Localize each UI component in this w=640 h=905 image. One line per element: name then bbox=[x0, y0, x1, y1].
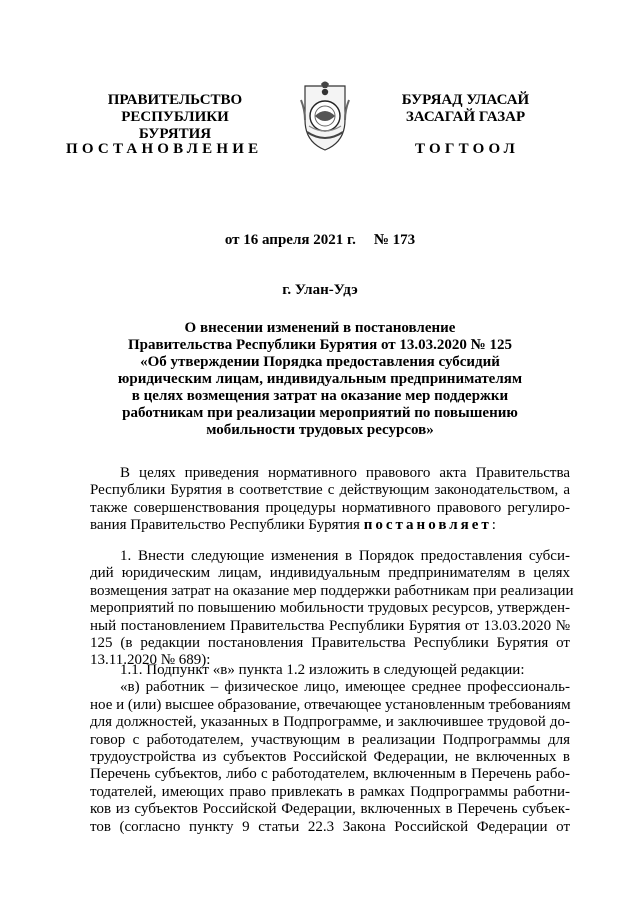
header-left-line: ПРАВИТЕЛЬСТВО bbox=[107, 92, 243, 108]
item-1-paragraph bbox=[90, 548, 574, 670]
text-line: Перечень субъектов, либо с работодателем, включенным в Перечень рабо- bbox=[90, 766, 570, 783]
text-line: ный постановлением Правительства Республики Бурятия от 13.03.2020 № bbox=[90, 617, 570, 634]
title-line: работникам при реализации мероприятий по повышению bbox=[122, 405, 518, 421]
doc-title bbox=[0, 320, 640, 439]
title-line: юридическим лицам, индивидуальным предпринимателям bbox=[117, 371, 523, 387]
doc-number: № 173 bbox=[373, 232, 416, 248]
text-line: ков из субъектов Российской Федерации, включенных в Перечень субъек- bbox=[90, 801, 570, 818]
text-line: 1.1. Подпункт «в» пункта 1.2 изложить в следующей редакции: bbox=[120, 662, 525, 678]
text-line: В целях приведения нормативного правового акта Правительства bbox=[120, 465, 570, 481]
header-right-line: ЗАСАГАЙ ГАЗАР bbox=[405, 109, 526, 125]
date-line bbox=[0, 232, 640, 249]
text-line: дий юридическим лицам, индивидуальным предпринимателям в целях bbox=[90, 565, 570, 582]
text-line: для должностей, указанных в Подпрограмме, и заключившее трудовой до- bbox=[90, 714, 570, 731]
coat-of-arms-icon bbox=[297, 80, 353, 152]
text-line: Республики Бурятия в соответствие с действующим законодательством, а bbox=[90, 482, 570, 499]
text-line: 125 (в редакции постановления Правительства Республики Бурятия от bbox=[90, 634, 570, 651]
title-line: Правительства Республики Бурятия от 13.03.2020 № 125 bbox=[127, 337, 512, 353]
title-line: в целях возмещения затрат на оказание мер поддержки bbox=[131, 388, 509, 404]
doc-date: от 16 апреля 2021 г. bbox=[224, 232, 356, 248]
doc-type-bua: ТОГТООЛ bbox=[415, 141, 519, 157]
text-line: 13.11.2020 № 689): bbox=[90, 652, 211, 669]
text-line bbox=[90, 517, 570, 534]
title-line: О внесении изменений в постановление bbox=[184, 320, 456, 336]
title-line: мобильности трудовых ресурсов» bbox=[206, 422, 434, 438]
preamble-text: вания Правительство Республики Бурятия bbox=[90, 517, 364, 534]
preamble-paragraph bbox=[90, 465, 570, 535]
title-line: «Об утверждении Порядка предоставления субсидий bbox=[140, 354, 500, 370]
header-left bbox=[85, 92, 265, 143]
header-right bbox=[378, 92, 553, 126]
text-line: возмещения затрат на оказание мер поддержки работникам при реализации bbox=[90, 582, 574, 599]
resolves-word: постановляет bbox=[363, 517, 492, 534]
text-line: тов (согласно пункту 9 статьи 22.3 Закона Российской Федерации от bbox=[90, 818, 570, 835]
city: г. Улан-Удэ bbox=[282, 282, 358, 298]
text-line: также совершенствования процедуры нормативного правового регулиро- bbox=[90, 499, 570, 516]
text-line: 1. Внести следующие изменения в Порядок предоставления субси- bbox=[120, 548, 570, 564]
text-line: ное и (или) высшее образование, отвечающее установленным требованиям bbox=[90, 696, 571, 713]
text-line: мероприятий по повышению мобильности трудовых ресурсов, утвержден- bbox=[90, 600, 570, 617]
preamble-tail: : bbox=[491, 517, 496, 534]
text-line: тодателей, имеющих право привлекать в рамках Подпрограммы работни- bbox=[90, 783, 570, 800]
text-line: трудоустройства из субъектов Российской Федерации, не включенных в bbox=[90, 748, 570, 765]
item-1-1-paragraph bbox=[90, 662, 570, 836]
header-left-line: РЕСПУБЛИКИ БУРЯТИЯ bbox=[121, 109, 229, 142]
text-line: говор с работодателем, участвующим в реализации Подпрограммы для bbox=[90, 731, 570, 748]
doc-type-ru: ПОСТАНОВЛЕНИЕ bbox=[66, 141, 263, 157]
header-right-line: БУРЯАД УЛАСАЙ bbox=[401, 92, 530, 108]
text-line: «в) работник – физическое лицо, имеющее среднее профессиональ- bbox=[120, 679, 570, 696]
